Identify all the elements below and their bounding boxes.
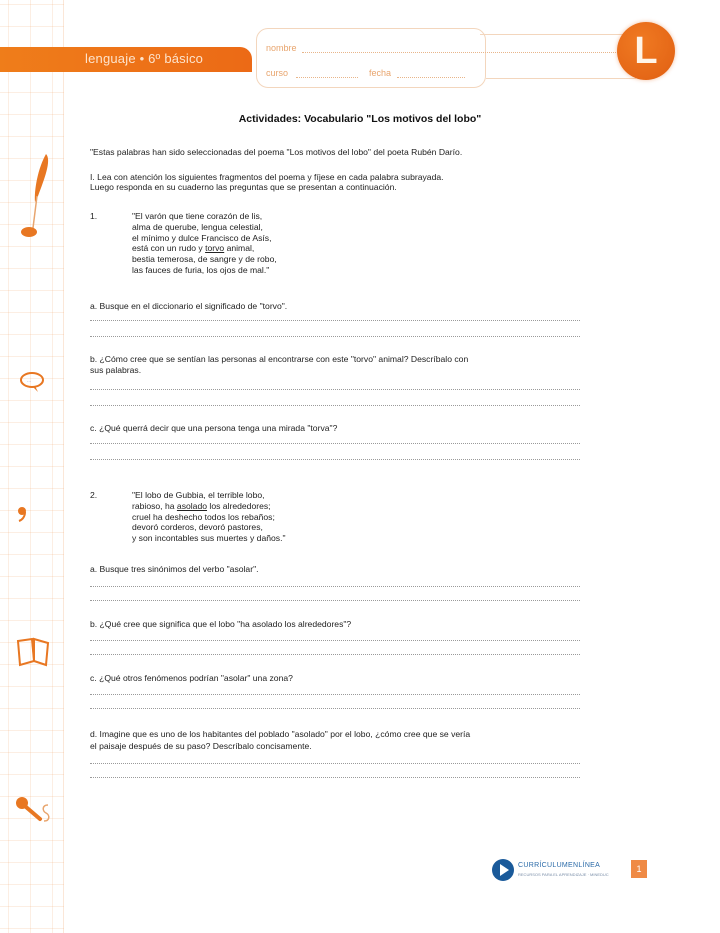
answer-line[interactable]	[90, 405, 580, 406]
curriculum-logo-icon	[492, 859, 514, 881]
question-1c: c. ¿Qué querrá decir que una persona tenga una mirada "torva"?	[90, 423, 338, 433]
quill-pen-icon	[18, 150, 52, 240]
poem-line: bestia temerosa, de sangre y de robo,	[132, 254, 277, 265]
open-book-icon	[14, 635, 54, 669]
question-2a: a. Busque tres sinónimos del verbo "asolar".	[90, 564, 259, 574]
subject-label: lenguaje • 6º básico	[85, 51, 204, 66]
date-label: fecha	[369, 68, 392, 78]
poem-excerpt-1	[132, 211, 277, 276]
question-2d-cont: el paisaje después de su paso? Descríbalo concisamente.	[90, 741, 312, 751]
poem-line: devoró corderos, devoró pastores,	[132, 522, 263, 533]
comma-icon	[16, 505, 28, 523]
question-1b-cont: sus palabras.	[90, 365, 142, 375]
speech-bubble-icon	[18, 370, 46, 394]
microphone-icon	[14, 793, 54, 829]
student-info-box	[256, 28, 486, 88]
answer-line[interactable]	[90, 336, 580, 337]
page-number: 1	[631, 860, 647, 878]
underlined-word: torvo	[205, 243, 225, 254]
question-2c: c. ¿Qué otros fenómenos podrían "asolar" una zona?	[90, 673, 293, 683]
poem-line: rabioso, ha asolado los alrededores;	[132, 500, 271, 511]
question-2d: d. Imagine que es uno de los habitantes del poblado "asolado" por el lobo, ¿cómo cree que se vería	[90, 729, 471, 739]
underlined-word: asolado	[176, 500, 208, 511]
poem-excerpt-2	[132, 490, 286, 544]
poem-line: y son incontables sus muertes y daños."	[132, 533, 286, 544]
poem-line: alma de querube, lengua celestial,	[132, 221, 263, 232]
answer-line[interactable]	[90, 443, 580, 444]
answer-line[interactable]	[90, 777, 580, 778]
poem-line: cruel ha deshecho todos los rebaños;	[132, 511, 275, 522]
answer-line[interactable]	[90, 640, 580, 641]
answer-line[interactable]	[90, 459, 580, 460]
footer-brand-subtitle: RECURSOS PARA EL APRENDIZAJE · MINEDUC	[518, 872, 609, 877]
poem-line: "El varón que tiene corazón de lis,	[132, 211, 263, 221]
answer-line[interactable]	[90, 600, 580, 601]
poem-line: está con un rudo y torvo animal,	[132, 243, 255, 254]
answer-line[interactable]	[90, 320, 580, 321]
answer-line[interactable]	[90, 694, 580, 695]
course-field[interactable]	[296, 77, 358, 78]
footer-brand: CURRÍCULUMENLÍNEA	[518, 862, 601, 869]
question-1b: b. ¿Cómo cree que se sentían las personas al encontrarse con este "torvo" animal? Descríbalo con	[90, 354, 469, 364]
name-label: nombre	[266, 43, 297, 53]
question-2b: b. ¿Qué cree que significa que el lobo "ha asolado los alrededores"?	[90, 619, 352, 629]
subject-badge: L	[617, 22, 675, 80]
answer-line[interactable]	[90, 389, 580, 390]
answer-line[interactable]	[90, 708, 580, 709]
section-number: 1.	[90, 211, 98, 221]
instruction-line-2: Luego responda en su cuaderno las preguntas que se presentan a continuación.	[90, 182, 397, 192]
instruction-line-1: I. Lea con atención los siguientes fragmentos del poema y fíjese en cada palabra subrayada.	[90, 172, 444, 182]
grid-margin	[0, 0, 64, 933]
date-field[interactable]	[397, 77, 465, 78]
answer-line[interactable]	[90, 654, 580, 655]
svg-text:...: ...	[27, 378, 32, 384]
poem-line: "El lobo de Gubbia, el terrible lobo,	[132, 490, 265, 500]
name-field[interactable]	[302, 52, 622, 53]
header-rule-bottom	[486, 78, 636, 79]
intro-text: "Estas palabras han sido seleccionadas del poema "Los motivos del lobo" del poeta Rubén Darío.	[90, 147, 463, 157]
section-number: 2.	[90, 490, 98, 500]
page-title: Actividades: Vocabulario "Los motivos del lobo"	[238, 113, 482, 125]
answer-line[interactable]	[90, 586, 580, 587]
answer-line[interactable]	[90, 763, 580, 764]
poem-line: el mínimo y dulce Francisco de Asís,	[132, 232, 272, 243]
poem-line: las fauces de furia, los ojos de mal."	[132, 264, 270, 275]
header-rule-top	[480, 34, 630, 35]
course-label: curso	[266, 68, 289, 78]
question-1a: a. Busque en el diccionario el significado de "torvo".	[90, 301, 288, 311]
